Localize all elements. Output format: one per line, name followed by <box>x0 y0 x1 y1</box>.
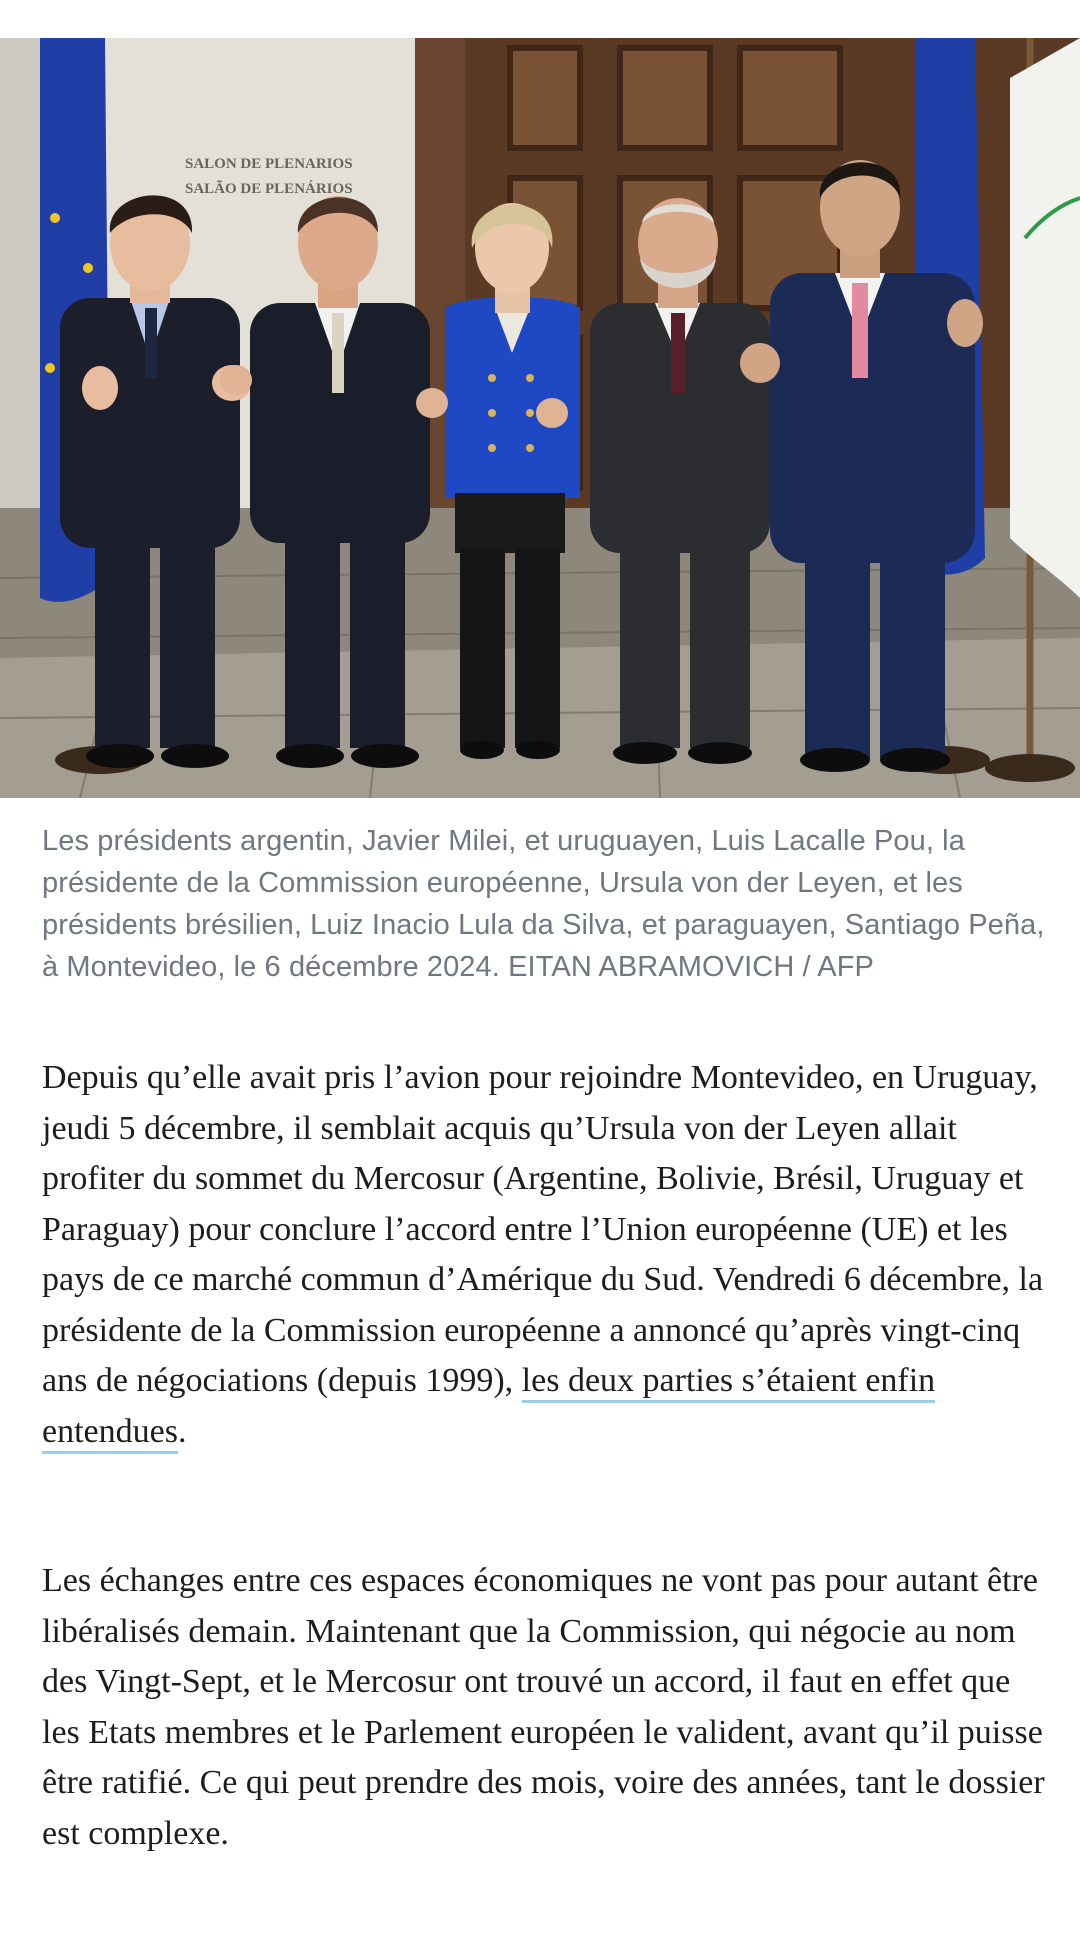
article-paragraph-2: Les échanges entre ces espaces économiques ne vont pas pour autant être libéralisés demain. Maintenant que la Commission, qui négocie au nom des Vingt-Sept, et le Mercosur ont trouvé un accord, il faut en effet que les Etats membres et le Parlement européen le valident, avant qu’il puisse être ratifié. Ce qui peut prendre des mois, voire des années, tant le dossier est complexe. <box>42 1562 1045 1852</box>
article-inline-link[interactable]: les deux parties s’étaient enfin entendues <box>42 1362 935 1454</box>
paragraph-1-text: Depuis qu’elle avait pris l’avion pour rejoindre Montevideo, en Uruguay, jeudi 5 décembre, il semblait acquis qu’Ursula von der Leyen allait profiter du sommet du Mercosur (Argentine, Bolivie, Brésil, Uruguay et Paraguay) pour conclure l’accord entre l’Union européenne (UE) et les pays de ce marché commun d’Amérique du Sud. Vendredi 6 décembre, la présidente de la Commission européenne a annoncé qu’après vingt-cinq ans de négociations (depuis 1999), <box>42 1059 1044 1399</box>
paragraph-1-end: . <box>177 1412 187 1450</box>
photo-caption <box>42 820 1052 988</box>
photo-sign-line2: SALÃO DE PLENÁRIOS <box>185 181 353 197</box>
photo-mercosur-flag <box>1010 38 1080 598</box>
article-paragraph-1 <box>42 1053 1052 1457</box>
photo-credit: EITAN ABRAMOVICH / AFP <box>508 951 874 983</box>
caption-text: Les présidents argentin, Javier Milei, et uruguayen, Luis Lacalle Pou, la présidente de la Commission européenne, Ursula von der Leyen, et les présidents brésilien, Luiz Inacio Lula da Silva, et paraguayen, Santiago Peña, à Montevideo, le 6 décembre 2024. <box>42 825 1045 983</box>
photo-sign-line1: SALON DE PLENARIOS <box>185 156 353 172</box>
article-photo <box>0 38 1080 798</box>
photo-illustration <box>0 38 1080 798</box>
